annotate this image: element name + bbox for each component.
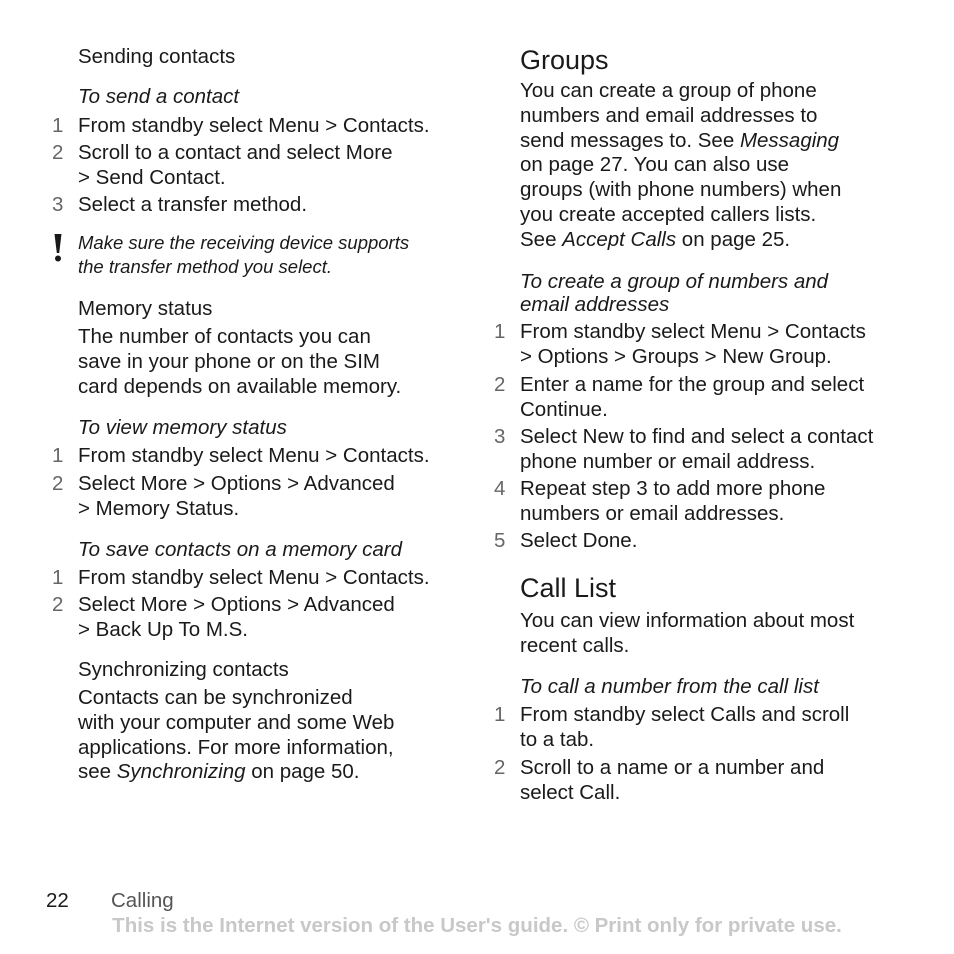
section-title-sending-contacts: Sending contacts — [78, 45, 236, 68]
step-number: 3 — [494, 425, 506, 448]
footer-section-name: Calling — [111, 889, 174, 912]
exclamation-icon — [52, 234, 64, 262]
step-text: From standby select Menu > Contacts. — [78, 114, 430, 137]
step-number: 2 — [494, 756, 506, 779]
procedure-title-create-group: To create a group of numbers and email addresses — [520, 270, 829, 316]
note-text: Make sure the receiving device supports the transfer method you select. — [78, 232, 410, 277]
step-text: Select More > Options > Advanced > Memory Status. — [78, 472, 395, 520]
section-title-memory-status: Memory status — [78, 297, 213, 320]
step-text: Repeat step 3 to add more phone numbers or email addresses. — [520, 477, 826, 525]
procedure-title-call-number: To call a number from the call list — [520, 675, 819, 698]
step-number: 3 — [52, 193, 64, 216]
sync-body: Contacts can be synchronized with your computer and some Web applications. For more information, see Synchronizing on page 50. — [78, 686, 395, 784]
procedure-title-send-contact: To send a contact — [78, 85, 240, 108]
footer-notice: This is the Internet version of the User's guide. © Print only for private use. — [112, 914, 842, 937]
groups-body: You can create a group of phone numbers and email addresses to send messages to. See Messaging on page 27. You can also use groups (with phone numbers) when you create accepted callers lists. See Accept Calls on page 25. — [520, 79, 842, 251]
step-text: From standby select Menu > Contacts > Options > Groups > New Group. — [520, 320, 866, 368]
step-number: 4 — [494, 477, 506, 500]
step-text: Select Done. — [520, 529, 638, 552]
step-text: Select More > Options > Advanced > Back Up To M.S. — [78, 593, 395, 641]
call-list-body: You can view information about most recent calls. — [520, 609, 855, 657]
procedure-title-save-contacts: To save contacts on a memory card — [78, 538, 402, 561]
cross-reference: Messaging — [739, 128, 840, 152]
step-text: Select New to find and select a contact phone number or email address. — [520, 425, 874, 473]
step-number: 1 — [494, 703, 506, 726]
step-number: 5 — [494, 529, 506, 552]
step-number: 2 — [494, 373, 506, 396]
step-text: From standby select Menu > Contacts. — [78, 566, 430, 589]
cross-reference: Accept Calls — [562, 227, 677, 251]
step-text: Select a transfer method. — [78, 193, 308, 216]
memory-status-body: The number of contacts you can save in your phone or on the SIM card depends on available memory. — [78, 325, 402, 398]
heading-groups: Groups — [520, 45, 609, 75]
step-text: Enter a name for the group and select Continue. — [520, 373, 865, 421]
step-text: From standby select Calls and scroll to a tab. — [520, 703, 850, 751]
procedure-title-view-memory: To view memory status — [78, 416, 287, 439]
section-title-sync: Synchronizing contacts — [78, 658, 289, 681]
step-number: 1 — [52, 444, 64, 467]
step-number: 2 — [52, 593, 64, 616]
heading-call-list: Call List — [520, 573, 617, 603]
step-text: From standby select Menu > Contacts. — [78, 444, 430, 467]
cross-reference: Synchronizing — [116, 760, 246, 784]
page-number: 22 — [46, 889, 69, 912]
step-number: 1 — [494, 320, 506, 343]
step-number: 2 — [52, 472, 64, 495]
step-number: 2 — [52, 141, 64, 164]
step-number: 1 — [52, 114, 64, 137]
step-text: Scroll to a contact and select More > Send Contact. — [78, 141, 393, 189]
step-text: Scroll to a name or a number and select Call. — [520, 756, 825, 804]
step-number: 1 — [52, 566, 64, 589]
